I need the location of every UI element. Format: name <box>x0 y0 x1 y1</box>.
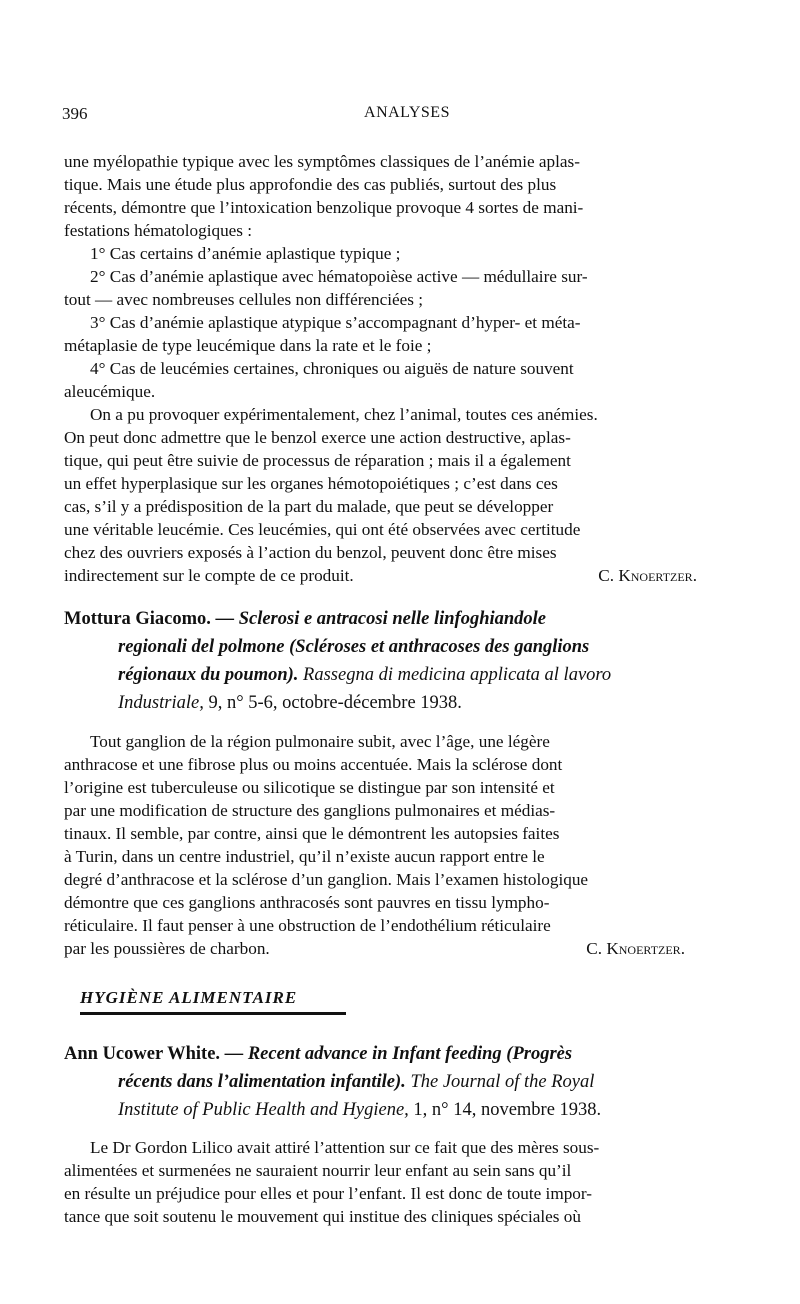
text-line: une véritable leucémie. Ces leucémies, qui ont été observées avec certitude <box>64 520 581 539</box>
journal-details: 9, n° 5-6, octobre-décembre 1938. <box>208 693 462 713</box>
text-line: cas, s’il y a prédisposition de la part du malade, que peut se développer <box>64 497 554 516</box>
text-line: par une modification de structure des ganglions pulmonaires et médias- <box>64 801 556 820</box>
text-line: métaplasie de type leucémique dans la rate et le foie ; <box>64 336 432 355</box>
text-line: réticulaire. Il faut penser à une obstruction de l’endothélium réticulaire <box>64 916 551 935</box>
text-line: 2° Cas d’anémie aplastique avec hématopoièse active — médullaire sur- <box>90 267 588 286</box>
text-line: 1° Cas certains d’anémie aplastique typique ; <box>90 244 401 263</box>
article-body <box>64 730 741 960</box>
reference-line <box>64 1096 744 1124</box>
journal-name: Industriale, <box>118 693 204 713</box>
intro-text <box>64 150 741 587</box>
text-line: une myélopathie typique avec les symptômes classiques de l’anémie aplas- <box>64 152 580 171</box>
text-line: aleucémique. <box>64 382 156 401</box>
text-line: tout — avec nombreuses cellules non différenciées ; <box>64 290 424 309</box>
text-line: On a pu provoquer expérimentalement, chez l’animal, toutes ces anémies. <box>90 405 598 424</box>
article-reference <box>64 1040 744 1124</box>
text-line: par les poussières de charbon. <box>64 939 270 958</box>
article-title: régionaux du poumon). <box>118 665 299 685</box>
text-line: tique. Mais une étude plus approfondie des cas publiés, surtout des plus <box>64 175 557 194</box>
text-line: degré d’anthracose et la sclérose d’un ganglion. Mais l’examen histologique <box>64 870 589 889</box>
text-line: 4° Cas de leucémies certaines, chroniques ou aiguës de nature souvent <box>90 359 574 378</box>
text-line: tinaux. Il semble, par contre, ainsi que le démontrent les autopsies faites <box>64 824 560 843</box>
text-line: en résulte un préjudice pour elles et pour l’enfant. Il est donc de toute impor- <box>64 1184 592 1203</box>
text-line: démontre que ces ganglions anthracosés sont pauvres en tissu lympho- <box>64 893 550 912</box>
section-underline <box>80 1012 346 1015</box>
article-body <box>64 1136 741 1228</box>
text-line: récents, démontre que l’intoxication benzolique provoque 4 sortes de mani- <box>64 198 584 217</box>
article-title: regionali del polmone (Scléroses et anthracoses des ganglions <box>118 637 590 657</box>
text-line: l’origine est tuberculeuse ou silicotique se distingue par son intensité et <box>64 778 555 797</box>
reference-line <box>64 1040 744 1068</box>
article-title: récents dans l’alimentation infantile). <box>118 1072 406 1092</box>
text-line-with-signature <box>64 937 741 960</box>
text-line: Tout ganglion de la région pulmonaire subit, avec l’âge, une légère <box>90 732 550 751</box>
text-line: indirectement sur le compte de ce produit. <box>64 566 354 585</box>
page-number: 396 <box>62 104 88 123</box>
page-header <box>62 104 752 128</box>
text-line: 3° Cas d’anémie aplastique atypique s’accompagnant d’hyper- et méta- <box>90 313 581 332</box>
text-line: tique, qui peut être suivie de processus de réparation ; mais il a également <box>64 451 571 470</box>
journal-name: Rassegna di medicina applicata al lavoro <box>303 665 612 685</box>
text-line: un effet hyperplasique sur les organes hémotopoiétiques ; c’est dans ces <box>64 474 558 493</box>
text-line: Le Dr Gordon Lilico avait attiré l’attention sur ce fait que des mères sous- <box>90 1138 600 1157</box>
article-title: Recent advance in Infant feeding (Progrès <box>247 1044 573 1064</box>
text-line: chez des ouvriers exposés à l’action du benzol, peuvent donc être mises <box>64 543 557 562</box>
text-line-with-signature <box>64 564 741 587</box>
journal-name: Institute of Public Health and Hygiene, <box>118 1100 409 1120</box>
text-line: anthracose et une fibrose plus ou moins accentuée. Mais la sclérose dont <box>64 755 563 774</box>
article-title: Sclerosi e antracosi nelle linfoghiandole <box>238 609 547 629</box>
reference-line <box>64 661 744 689</box>
signature: C. Knoertzer. <box>598 566 697 585</box>
text-line: festations hématologiques : <box>64 221 253 240</box>
journal-details: 1, n° 14, novembre 1938. <box>413 1100 602 1120</box>
text-line: tance que soit soutenu le mouvement qui institue des cliniques spéciales où <box>64 1207 581 1226</box>
text-line: à Turin, dans un centre industriel, qu’il n’existe aucun rapport entre le <box>64 847 545 866</box>
section-heading: HYGIÈNE ALIMENTAIRE <box>80 988 298 1007</box>
author-name: Ann Ucower White. — <box>64 1044 244 1064</box>
text-line: On peut donc admettre que le benzol exerce une action destructive, aplas- <box>64 428 571 447</box>
article-reference <box>64 605 744 717</box>
reference-line <box>64 689 744 717</box>
running-head: ANALYSES <box>364 104 450 121</box>
reference-line <box>64 605 744 633</box>
journal-name: The Journal of the Royal <box>410 1072 595 1092</box>
author-name: Mottura Giacomo. — <box>64 609 235 629</box>
text-line: alimentées et surmenées ne sauraient nourrir leur enfant au sein sans qu’il <box>64 1161 572 1180</box>
reference-line <box>64 1068 744 1096</box>
signature: C. Knoertzer. <box>586 939 685 958</box>
